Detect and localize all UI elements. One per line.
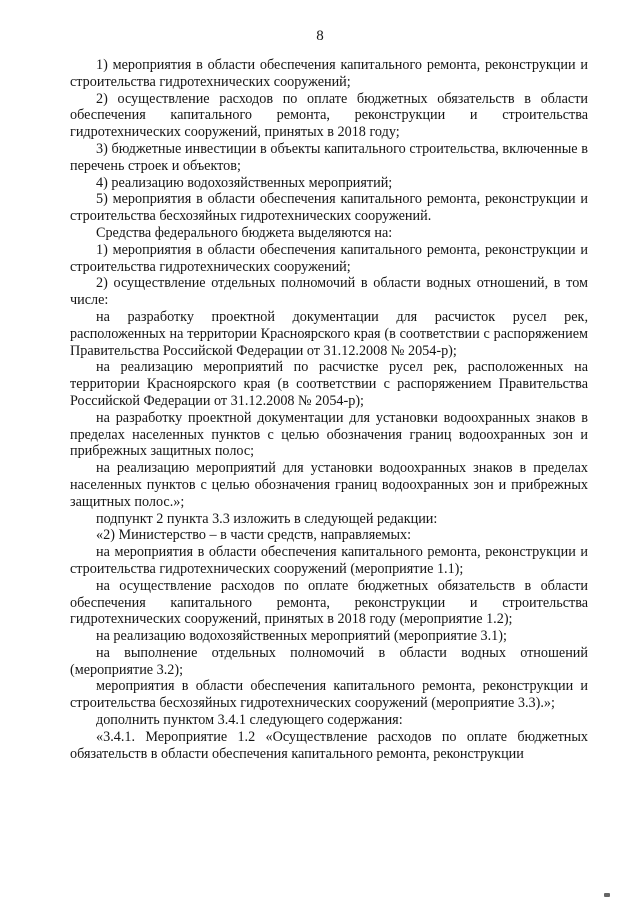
paragraph: на мероприятия в области обеспечения капитального ремонта, реконструкции и строительства гидротехнических сооружений (мероприятие 1.1); bbox=[70, 544, 588, 577]
paragraph: дополнить пунктом 3.4.1 следующего содержания: bbox=[96, 712, 403, 729]
paragraph: на реализацию мероприятий по расчистке русел рек, расположенных на территории Красноярского края (в соответствии с распоряжением Правительства Российской Федерации от 31.12.2008 № 2054-р); bbox=[70, 359, 588, 409]
paragraph: на осуществление расходов по оплате бюджетных обязательств в области обеспечения капитального ремонта, реконструкции и строительства гидротехнических сооружений, принятых в 2018 году (мероприятие 1.2); bbox=[70, 577, 588, 628]
paragraph: 5) мероприятия в области обеспечения капитального ремонта, реконструкции и строительства бесхозяйных гидротехнических сооружений. bbox=[70, 191, 588, 225]
document-body bbox=[70, 57, 588, 762]
paragraph: 1) мероприятия в области обеспечения капитального ремонта, реконструкции и строительства гидротехнических сооружений; bbox=[70, 241, 588, 275]
paragraph: «3.4.1. Мероприятие 1.2 «Осуществление расходов по оплате бюджетных обязательств в области обеспечения капитального ремонта, реконструкции bbox=[70, 728, 588, 762]
paragraph: на разработку проектной документации для расчисток русел рек, расположенных на территории Красноярского края (в соответствии с распоряжением Правительства Российской Федерации от 31.12.2008 № 2054-р); bbox=[70, 308, 588, 359]
paragraph: 4) реализацию водохозяйственных мероприятий; bbox=[96, 174, 393, 191]
paragraph: 2) осуществление расходов по оплате бюджетных обязательств в области обеспечения капитального ремонта, реконструкции и строительства гидротехнических сооружений, принятых в 2018 году; bbox=[70, 90, 588, 141]
paragraph: «2) Министерство – в части средств, направляемых: bbox=[96, 527, 412, 544]
paragraph: на разработку проектной документации для установки водоохранных знаков в пределах населенных пунктов с целью обозначения границ водоохранных зон и прибрежных защитных полос; bbox=[70, 409, 588, 460]
paragraph: 3) бюджетные инвестиции в объекты капитального строительства, включенные в перечень строек и объектов; bbox=[70, 140, 588, 174]
paragraph: на выполнение отдельных полномочий в области водных отношений (мероприятие 3.2); bbox=[70, 644, 588, 678]
paragraph: мероприятия в области обеспечения капитального ремонта, реконструкции и строительства бесхозяйных гидротехнических сооружений (мероприятие 3.3).»; bbox=[70, 678, 588, 712]
paragraph: 1) мероприятия в области обеспечения капитального ремонта, реконструкции и строительства гидротехнических сооружений; bbox=[70, 57, 588, 90]
page-number: 8 bbox=[316, 28, 324, 44]
paragraph: подпункт 2 пункта 3.3 изложить в следующей редакции: bbox=[96, 510, 438, 527]
paragraph: на реализацию водохозяйственных мероприятий (мероприятие 3.1); bbox=[96, 628, 507, 645]
paragraph: Средства федерального бюджета выделяются на: bbox=[96, 224, 393, 241]
paragraph: на реализацию мероприятий для установки водоохранных знаков в пределах населенных пунктов с целью обозначения границ водоохранных зон и прибрежных защитных полос.»; bbox=[70, 460, 588, 510]
paragraph: 2) осуществление отдельных полномочий в области водных отношений, в том числе: bbox=[70, 275, 588, 309]
scan-mark bbox=[604, 893, 610, 897]
